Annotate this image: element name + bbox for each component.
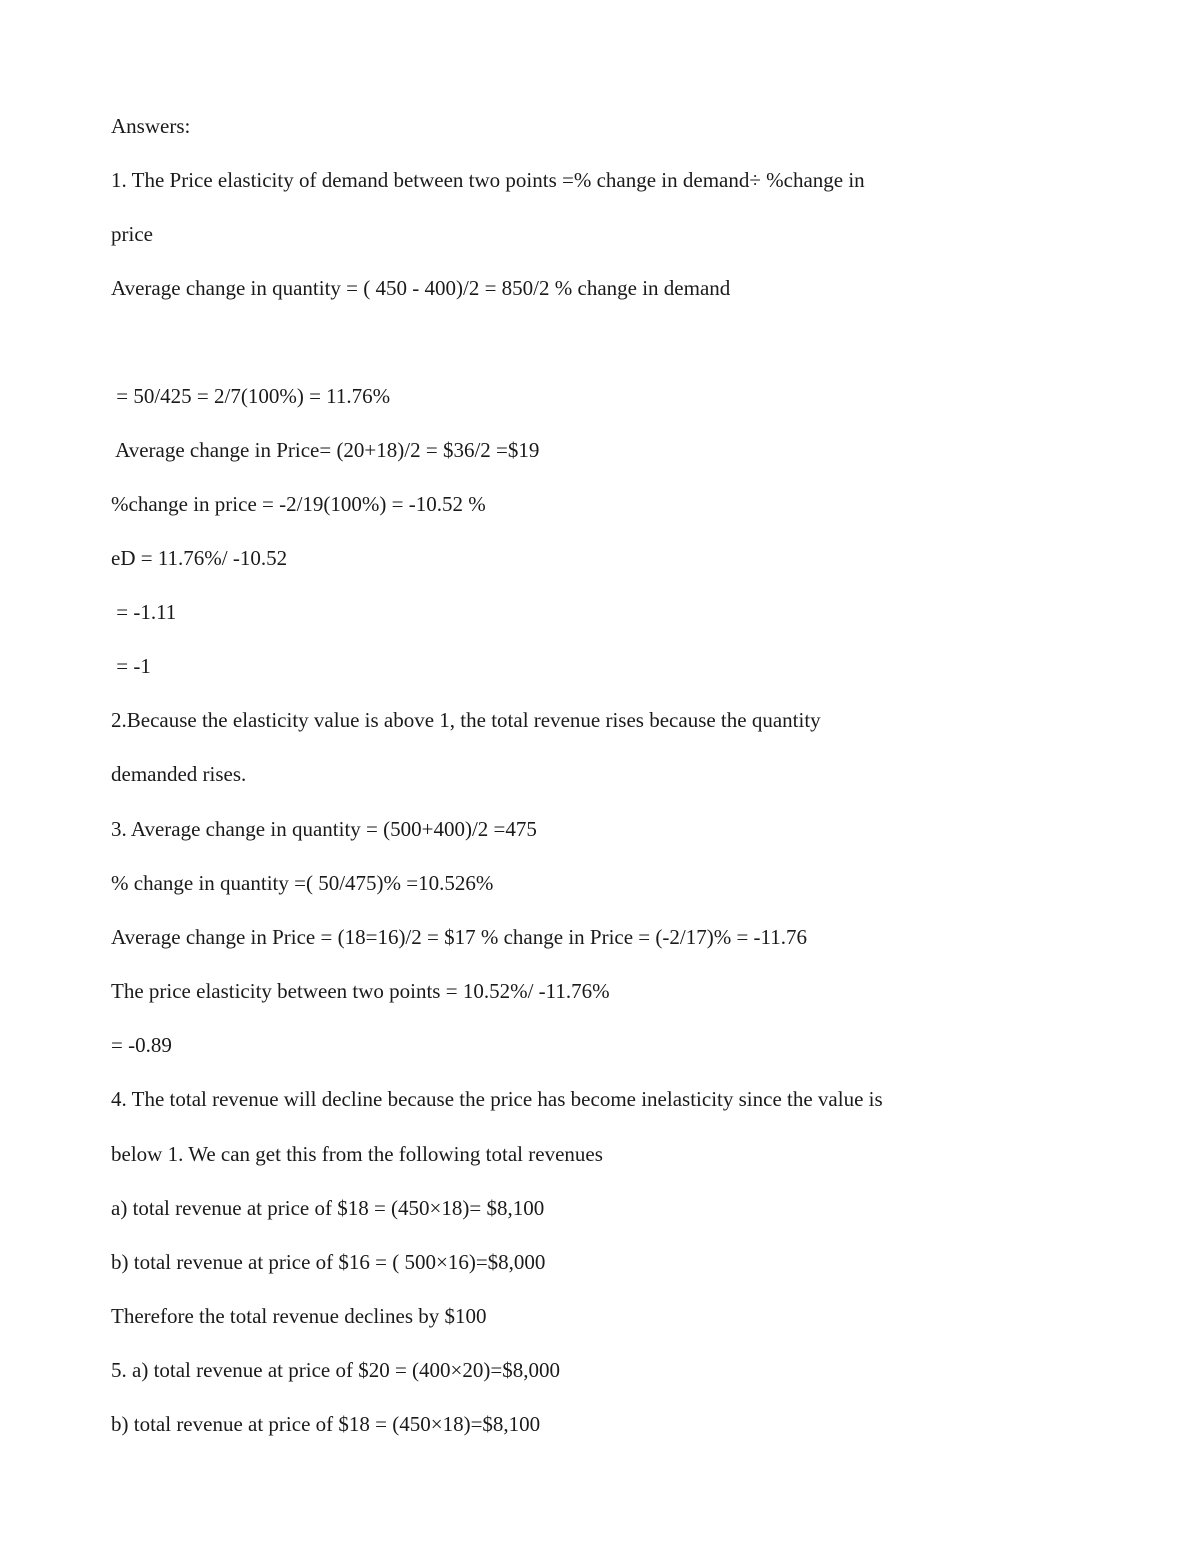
text-line: Therefore the total revenue declines by $100	[111, 1304, 487, 1328]
text-line: Average change in quantity = ( 450 - 400)/2 = 850/2 % change in demand	[111, 276, 731, 300]
text-line: = -0.89	[111, 1033, 172, 1057]
text-line: 5. a) total revenue at price of $20 = (400×20)=$8,000	[111, 1358, 560, 1382]
text-line: = -1.11	[111, 600, 177, 624]
text-line: demanded rises.	[111, 762, 247, 786]
text-line: b) total revenue at price of $16 = ( 500×16)=$8,000	[111, 1250, 546, 1274]
text-line: Average change in Price = (18=16)/2 = $17 % change in Price = (-2/17)% = -11.76	[111, 925, 808, 949]
text-line: 1. The Price elasticity of demand between two points =% change in demand÷ %change in	[111, 168, 865, 192]
text-line: Average change in Price= (20+18)/2 = $36/2 =$19	[111, 438, 540, 462]
text-line: price	[111, 222, 153, 246]
text-line: 4. The total revenue will decline because the price has become inelasticity since the value is	[111, 1087, 883, 1111]
text-line: below 1. We can get this from the following total revenues	[111, 1142, 603, 1166]
text-line: a) total revenue at price of $18 = (450×18)= $8,100	[111, 1196, 545, 1220]
text-line: 3. Average change in quantity = (500+400)/2 =475	[111, 817, 537, 841]
text-line: eD = 11.76%/ -10.52	[111, 546, 288, 570]
text-line: % change in quantity =( 50/475)% =10.526%	[111, 871, 494, 895]
text-line: = 50/425 = 2/7(100%) = 11.76%	[111, 384, 391, 408]
answers-heading: Answers:	[111, 114, 191, 138]
text-line: = -1	[111, 654, 151, 678]
text-line: b) total revenue at price of $18 = (450×18)=$8,100	[111, 1412, 541, 1436]
text-line: %change in price = -2/19(100%) = -10.52 %	[111, 492, 486, 516]
text-line: 2.Because the elasticity value is above 1, the total revenue rises because the quantity	[111, 708, 821, 732]
text-line: The price elasticity between two points = 10.52%/ -11.76%	[111, 979, 610, 1003]
